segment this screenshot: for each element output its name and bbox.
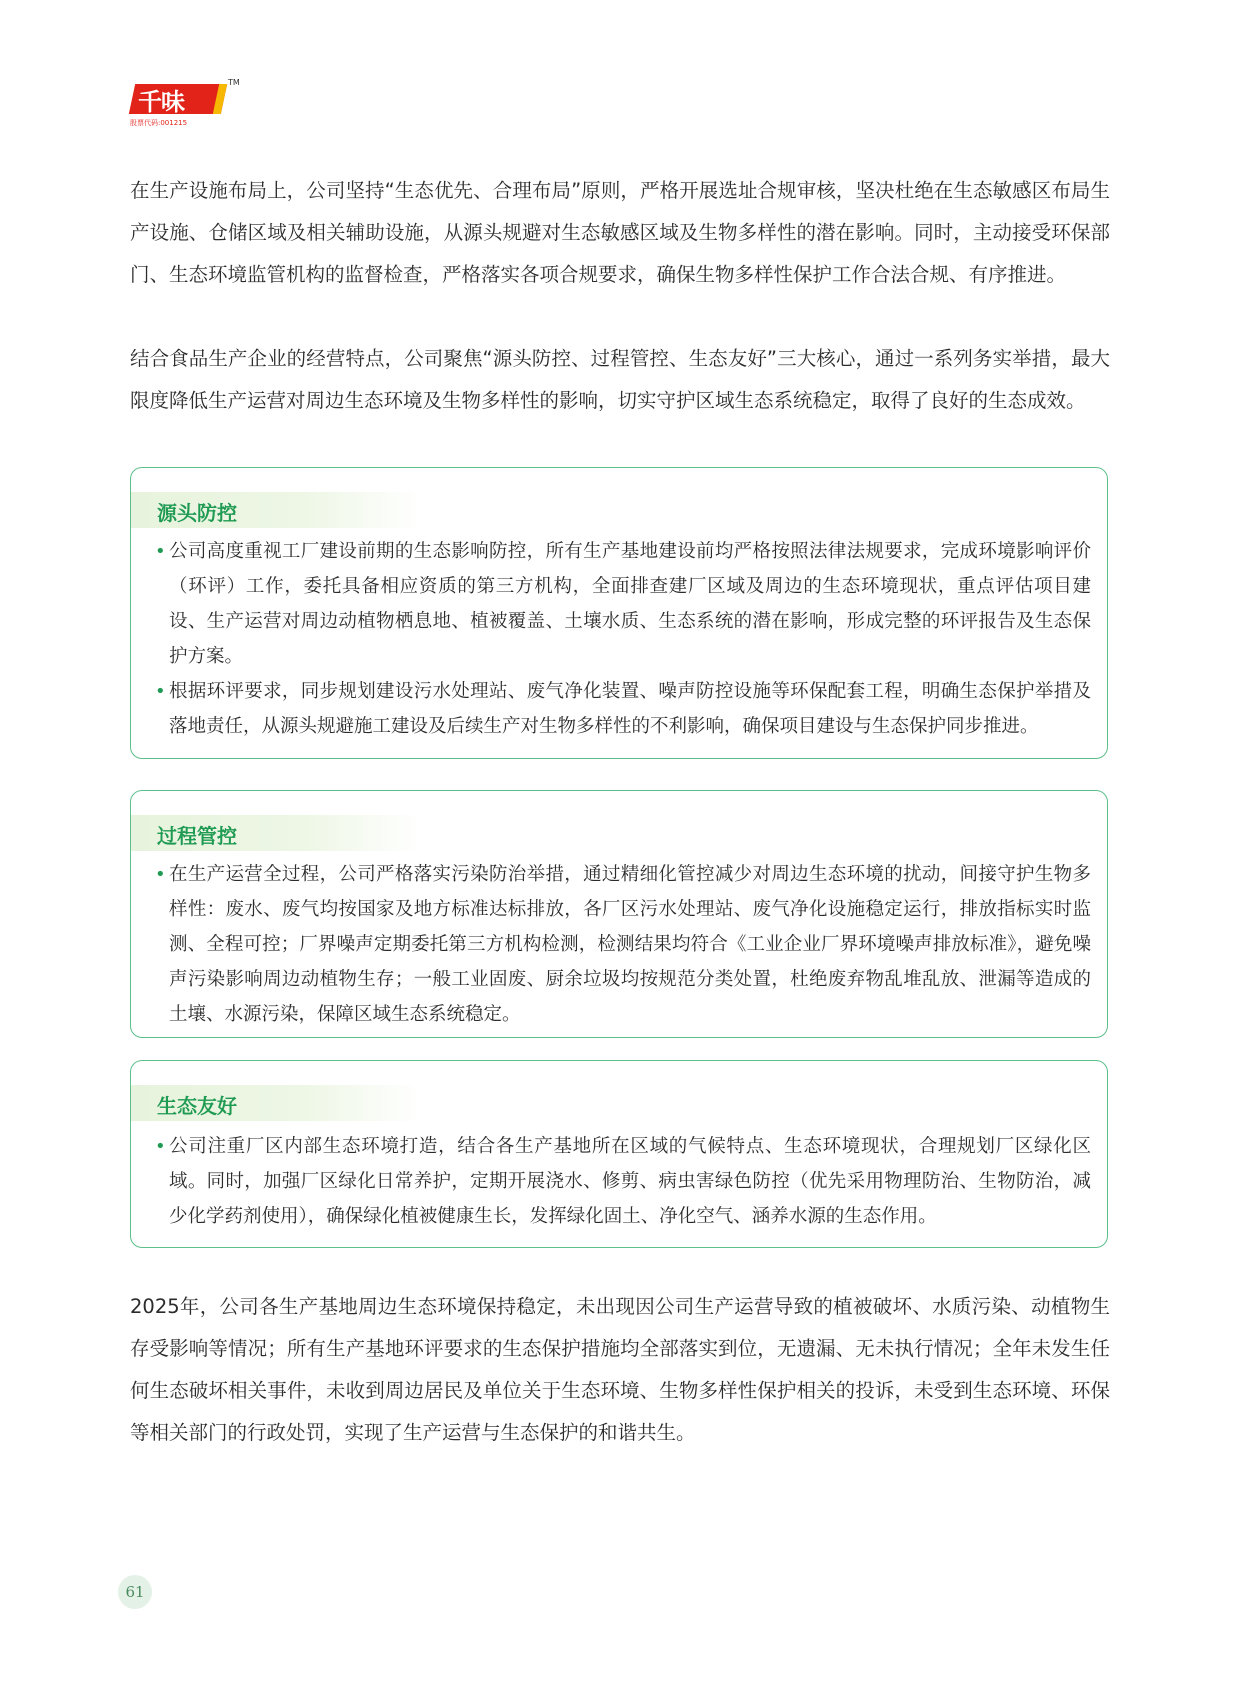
intro-paragraph-1: 在生产设施布局上，公司坚持“生态优先、合理布局”原则，严格开展选址合规审核，坚决杜绝在生态敏感区布局生产设施、仓储区域及相关辅助设施，从源头规避对生态敏感区域及生物多样性的潜在影响。同时，主动接受环保部门、生态环境监管机构的监督检查，严格落实各项合规要求，确保生物多样性保护工作合法合规、有序推进。	[130, 179, 1110, 286]
bullet-item	[155, 857, 1091, 1032]
bullet-dot-icon: •	[155, 864, 166, 885]
intro-paragraph-2: 结合食品生产企业的经营特点，公司聚焦“源头防控、过程管控、生态友好”三大核心，通过一系列务实举措，最大限度降低生产运营对周边生态环境及生物多样性的影响，切实守护区域生态系统稳定，取得了良好的生态成效。	[130, 347, 1110, 412]
logo-main-text: 千味	[138, 88, 184, 116]
section-source-control	[130, 467, 1108, 759]
section-title-bar	[131, 815, 421, 851]
section-title-bar	[131, 492, 421, 528]
bullet-item	[155, 674, 1091, 744]
section-process-control	[130, 790, 1108, 1038]
bullet-item	[155, 1129, 1091, 1234]
company-logo	[128, 78, 240, 130]
section-title: 生态友好	[157, 1094, 237, 1118]
conclusion-paragraph: 2025年，公司各生产基地周边生态环境保持稳定，未出现因公司生产运营导致的植被破坏、水质污染、动植物生存受影响等情况；所有生产基地环评要求的生态保护措施均全部落实到位，无遗漏、无未执行情况；全年未发生任何生态破坏相关事件，未收到周边居民及单位关于生态环境、生物多样性保护相关的投诉，未受到生态环境、环保等相关部门的行政处罚，实现了生产运营与生态保护的和谐共生。	[130, 1295, 1110, 1444]
bullet-dot-icon: •	[155, 681, 166, 702]
bullet-text: 公司高度重视工厂建设前期的生态影响防控，所有生产基地建设前均严格按照法律法规要求，完成环境影响评价（环评）工作，委托具备相应资质的第三方机构，全面排查建厂区域及周边的生态环境现状，重点评估项目建设、生产运营对周边动植物栖息地、植被覆盖、土壤水质、生态系统的潜在影响，形成完整的环评报告及生态保护方案。	[169, 541, 1091, 667]
section-title: 源头防控	[157, 501, 237, 525]
section-title: 过程管控	[157, 824, 237, 848]
section-title-bar	[131, 1085, 421, 1121]
logo-stock-code: 股票代码:001215	[130, 119, 188, 127]
bullet-dot-icon: •	[155, 1136, 166, 1157]
bullet-text: 根据环评要求，同步规划建设污水处理站、废气净化装置、噪声防控设施等环保配套工程，明确生态保护举措及落地责任，从源头规避施工建设及后续生产对生物多样性的不利影响，确保项目建设与生态保护同步推进。	[169, 681, 1091, 737]
section-eco-friendly	[130, 1060, 1108, 1248]
bullet-dot-icon: •	[155, 541, 166, 562]
bullet-item	[155, 534, 1091, 674]
bullet-text: 公司注重厂区内部生态环境打造，结合各生产基地所在区域的气候特点、生态环境现状，合理规划厂区绿化区域。同时，加强厂区绿化日常养护，定期开展浇水、修剪、病虫害绿色防控（优先采用物理防治、生物防治，减少化学药剂使用），确保绿化植被健康生长，发挥绿化固土、净化空气、涵养水源的生态作用。	[169, 1136, 1091, 1227]
logo-tm: TM	[228, 78, 240, 87]
bullet-text: 在生产运营全过程，公司严格落实污染防治举措，通过精细化管控减少对周边生态环境的扰动，间接守护生物多样性：废水、废气均按国家及地方标准达标排放，各厂区污水处理站、废气净化设施稳定运行，排放指标实时监测、全程可控；厂界噪声定期委托第三方机构检测，检测结果均符合《工业企业厂界环境噪声排放标准》，避免噪声污染影响周边动植物生存；一般工业固废、厨余垃圾均按规范分类处置，杜绝废弃物乱堆乱放、泄漏等造成的土壤、水源污染，保障区域生态系统稳定。	[169, 864, 1091, 1025]
page-number: 61	[118, 1575, 152, 1609]
